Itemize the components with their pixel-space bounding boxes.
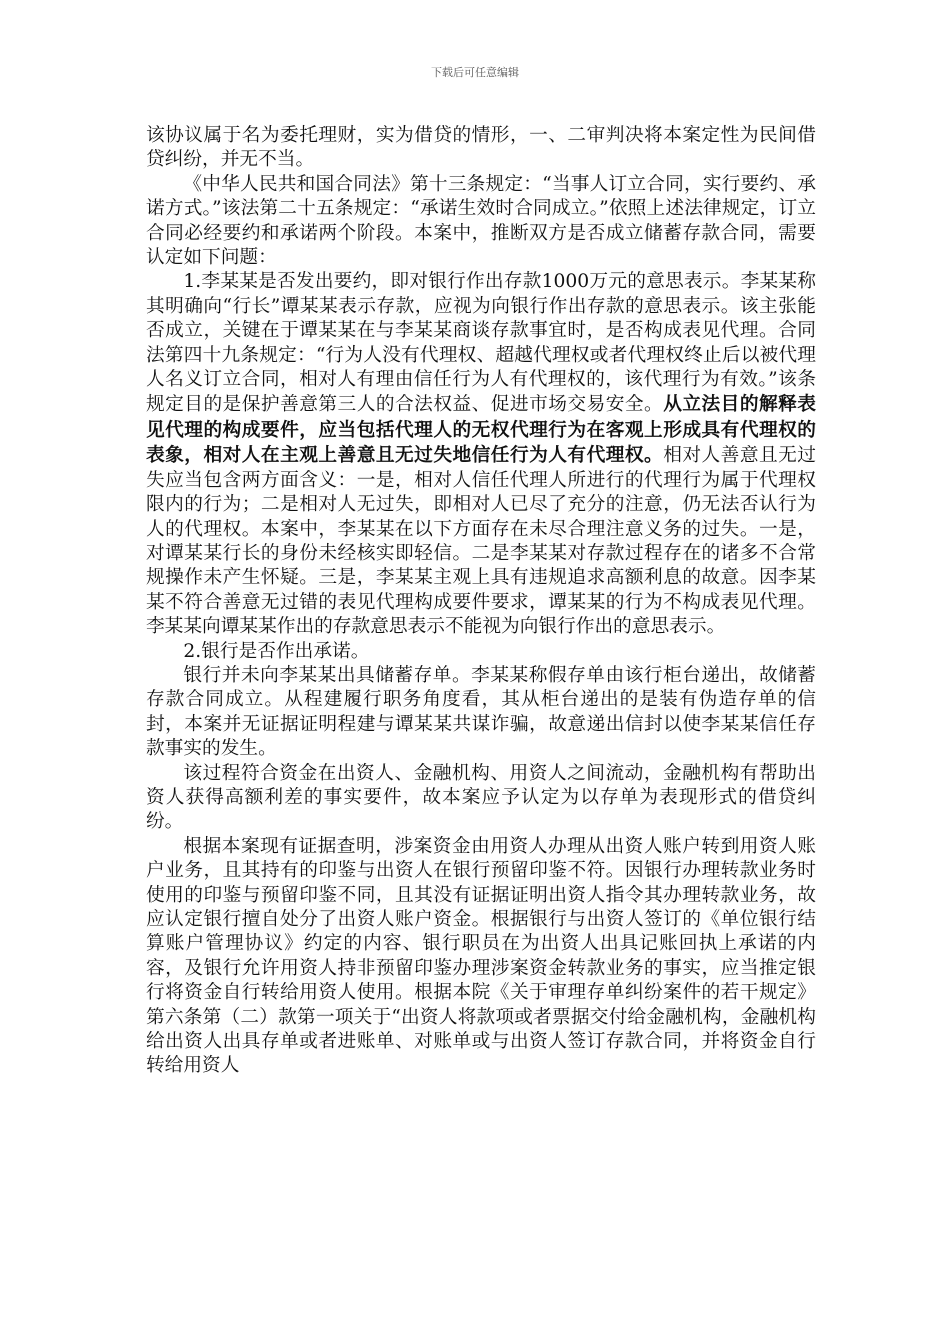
paragraph-4: 2.银行是否作出承诺。 [183, 640, 370, 662]
paragraph-7: 根据本案现有证据查明，涉案资金由用资人办理从出资人账户转到用资人账户业务，且其持有的印鉴与出资人在银行预留印鉴不符。因银行办理转款业务时使用的印鉴与预留印鉴不同，且其没有证据证明出资人指令其办理转款业务，故应认定银行擅自处分了出资人账户资金。根据银行与出资人签订的《单位银行结算账户管理协议》约定的内容、银行职员在为出资人出具记账回执上承诺的内容，及银行允许用资人持非预留印鉴办理涉案资金转款业务的事实，应当推定银行将资金自行转给用资人使用。根据本院《关于审理存单纠纷案件的若干规定》第六条第（二）款第一项关于“出资人将款项或者票据交付给金融机构，金融机构给出资人出具存单或者进账单、对账单或与出资人签订存款合同，并将资金自行转给用资人 [146, 835, 816, 1077]
paragraph-1: 该协议属于名为委托理财，实为借贷的情形，一、二审判决将本案定性为民间借贷纠纷，并无不当。 [146, 125, 816, 171]
document-body [146, 124, 816, 1079]
paragraph-6: 该过程符合资金在出资人、金融机构、用资人之间流动，金融机构有帮助出资人获得高额利差的事实要件，故本案应予认定为以存单为表现形式的借贷纠纷。 [146, 762, 816, 833]
paragraph-3-bold: 从立法目的解释表见代理的构成要件，应当包括代理人的无权代理行为在客观上形成具有代理权的表象，相对人在主观上善意且无过失地信任行为人有代理权。 [146, 393, 816, 467]
paragraph-2: 《中华人民共和国合同法》第十三条规定：“当事人订立合同，实行要约、承诺方式。”该法第二十五条规定：“承诺生效时合同成立。”依照上述法律规定，订立合同必经要约和承诺两个阶段。本案中，推断双方是否成立储蓄存款合同，需要认定如下问题： [146, 173, 816, 269]
paragraph-5: 银行并未向李某某出具储蓄存单。李某某称假存单由该行柜台递出，故储蓄存款合同成立。从程建履行职务角度看，其从柜台递出的是装有伪造存单的信封，本案并无证据证明程建与谭某某共谋诈骗，故意递出信封以使李某某信任存款事实的发生。 [146, 664, 816, 760]
page-header: 下载后可任意编辑 [431, 66, 519, 79]
paragraph-3-text-b: 相对人善意且无过失应当包含两方面含义：一是，相对人信任代理人所进行的代理行为属于代理权限内的行为；二是相对人无过失，即相对人已尽了充分的注意，仍无法否认行为人的代理权。本案中，李某某在以下方面存在未尽合理注意义务的过失。一是，对谭某某行长的身份未经核实即轻信。二是李某某对存款过程存在的诸多不合常规操作未产生怀疑。三是，李某某主观上具有违规追求高额利息的故意。因李某某不符合善意无过错的表见代理构成要件要求，谭某某的行为不构成表见代理。李某某向谭某某作出的存款意思表示不能视为向银行作出的意思表示。 [146, 445, 816, 638]
paragraph-3-text-a: 1.李某某是否发出要约，即对银行作出存款1000万元的意思表示。李某某称其明确向“行长”谭某某表示存款，应视为向银行作出存款的意思表示。该主张能否成立，关键在于谭某某在与李某某商谈存款事宜时，是否构成表见代理。合同法第四十九条规定：“行为人没有代理权、超越代理权或者代理权终止后以被代理人名义订立合同，相对人有理由信任行为人有代理权的，该代理行为有效。”该条规定目的是保护善意第三人的合法权益、促进市场交易安全。 [146, 271, 816, 416]
paragraph-3 [146, 270, 816, 639]
